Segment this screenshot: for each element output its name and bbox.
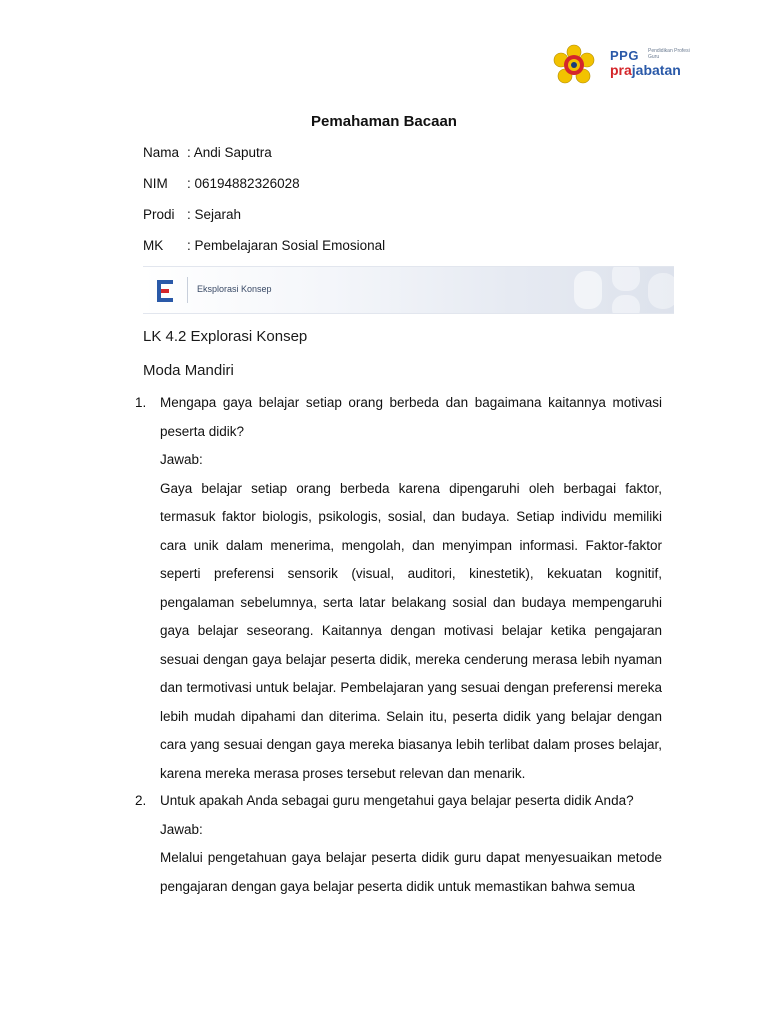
info-row-nama: [143, 145, 272, 160]
answer-text: Melalui pengetahuan gaya belajar peserta didik guru dapat menyesuaikan metode pengajaran dengan gaya belajar peserta didik untuk memastikan bahwa semua: [160, 850, 662, 894]
info-row-prodi: [143, 207, 241, 222]
info-value: : Andi Saputra: [187, 145, 272, 160]
prajabatan-rest: jabatan: [631, 62, 681, 78]
question-item: [135, 787, 662, 901]
info-value: : 06194882326028: [187, 176, 300, 191]
banner-decoration-icon: [554, 267, 674, 313]
question-number: 1.: [135, 395, 147, 410]
ppg-wordmark: PPG: [610, 48, 639, 63]
mode-heading: Moda Mandiri: [143, 362, 234, 379]
jawab-label: Jawab:: [160, 452, 203, 467]
prajabatan-pra: pra: [610, 62, 632, 78]
e-logo-icon: [155, 279, 177, 303]
info-label: Prodi: [143, 207, 175, 222]
info-row-nim: [143, 176, 300, 191]
prajabatan-wordmark: [610, 62, 681, 78]
question-number: 2.: [135, 793, 147, 808]
info-value: : Pembelajaran Sosial Emosional: [187, 238, 386, 253]
info-label: MK: [143, 238, 164, 253]
info-label: Nama: [143, 145, 180, 160]
question-item: [135, 389, 662, 788]
info-value: : Sejarah: [187, 207, 242, 222]
info-label: NIM: [143, 176, 168, 191]
info-row-mk: [143, 238, 385, 253]
section-heading: LK 4.2 Explorasi Konsep: [143, 328, 308, 345]
ppg-prajabatan-logo: [552, 44, 712, 88]
page-title: Pemahaman Bacaan: [311, 113, 457, 130]
question-text: Mengapa gaya belajar setiap orang berbeda dan bagaimana kaitannya motivasi peserta didik?: [160, 395, 662, 439]
eksplorasi-konsep-banner: [143, 266, 674, 314]
university-seal-icon: [552, 44, 596, 88]
question-text: Untuk apakah Anda sebagai guru mengetahui gaya belajar peserta didik Anda?: [160, 793, 634, 808]
banner-divider: [187, 277, 188, 303]
jawab-label: Jawab:: [160, 821, 203, 837]
answer-text: Gaya belajar setiap orang berbeda karena dipengaruhi oleh berbagai faktor, termasuk faktor biologis, psikologis, sosial, dan budaya. Setiap individu memiliki cara unik dalam menerima, mengolah, dan menyimpan informasi. Faktor-faktor seperti preferensi sensorik (visual, auditori, kinestetik), kekuatan kognitif, pengalaman sebelumnya, serta latar belakang sosial dan budaya mempengaruhi gaya belajar seseorang. Kaitannya dengan motivasi belajar ketika pengajaran sesuai dengan gaya belajar peserta didik, mereka cenderung merasa lebih nyaman dan termotivasi untuk belajar. Pembelajaran yang sesuai dengan preferensi mereka lebih mudah dipahami dan diterima. Selain itu, peserta didik yang belajar dengan cara yang sesuai dengan gaya mereka biasanya lebih terlibat dalam proses belajar, karena mereka merasa proses tersebut relevan dan menarik.: [160, 480, 662, 781]
ppg-subtitle: Pendidikan Profesi Guru: [648, 48, 690, 60]
banner-label: Eksplorasi Konsep: [197, 284, 272, 294]
